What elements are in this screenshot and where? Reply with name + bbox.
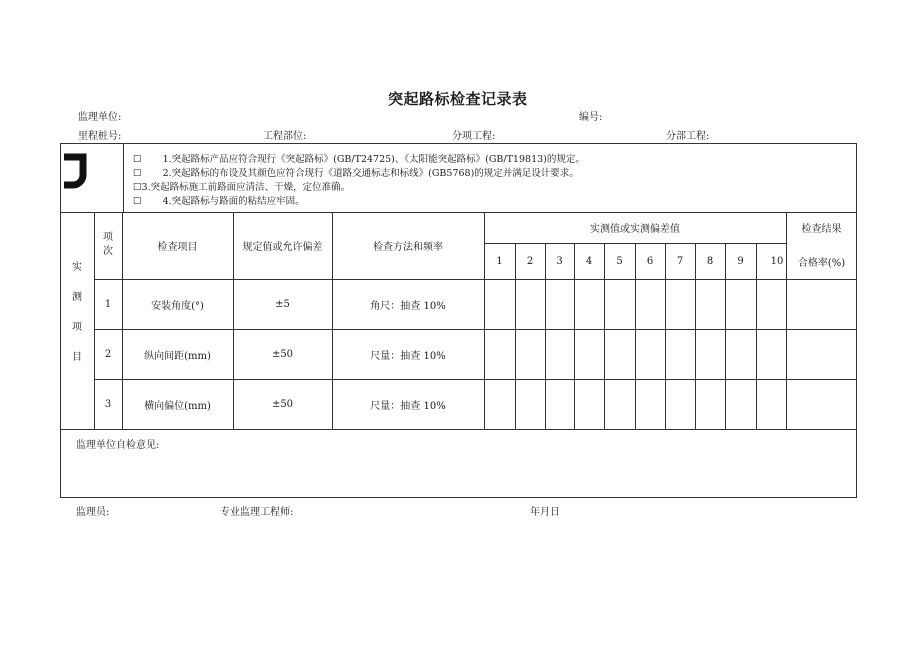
engineer-label: 专业监理工程师: (220, 507, 294, 518)
checkbox-icon[interactable]: ☐ (133, 196, 142, 207)
row-no: 2 (104, 348, 112, 360)
serial-no-label: 编号: (579, 112, 603, 123)
row-method: 角尺：抽查 10% (370, 300, 446, 312)
row-spec: ±50 (271, 348, 294, 360)
section-label-char: 目 (72, 352, 82, 363)
row-item: 安装角度(°) (151, 300, 204, 312)
measure-col-number: 3 (556, 255, 563, 267)
checkbox-icon[interactable]: ☐ (133, 182, 142, 193)
section-label-char: 实 (72, 262, 82, 273)
col-measured-header: 实测值或实测偏差值 (590, 224, 680, 235)
col-item-header: 检查项目 (157, 242, 198, 253)
row-no: 3 (104, 398, 112, 410)
measure-col-number: 9 (737, 255, 744, 267)
checkbox-icon[interactable]: ☐ (133, 168, 142, 179)
measure-col-number: 4 (585, 255, 593, 267)
row-item: 横向偏位(mm) (144, 400, 211, 412)
supervision-unit-label: 监理单位: (78, 112, 122, 123)
col-result-header: 检查结果 (801, 224, 842, 235)
measure-col-number: 6 (646, 255, 654, 267)
col-spec-header: 规定值或允许偏差 (242, 242, 323, 253)
checkbox-icon[interactable]: ☐ (133, 154, 142, 165)
row-method: 尺量：抽查 10% (370, 400, 446, 412)
date-label: 年月日 (530, 507, 560, 518)
measure-col-number: 2 (526, 255, 534, 267)
measure-col-number: 7 (676, 255, 684, 267)
section-label-char: 测 (72, 292, 82, 303)
row-item: 纵向间距(mm) (144, 350, 211, 362)
measure-col-number: 5 (616, 255, 623, 267)
requirement-4: ☐ 4.突起路标与路面的粘结应牢固。 (133, 196, 305, 207)
hook-mark-icon (61, 149, 91, 189)
sub-part-label: 分部工程: (666, 131, 710, 142)
project-part-label: 工程部位: (263, 131, 307, 142)
row-method: 尺量：抽查 10% (370, 350, 446, 362)
opinion-label: 监理单位自检意见: (76, 440, 160, 451)
measure-col-number: 8 (706, 255, 714, 267)
sub-item-label: 分项工程: (452, 131, 496, 142)
requirement-1: ☐ 1.突起路标产品应符合现行《突起路标》(GB/T24725)、《太阳能突起路标》(GB/T19813)的规定。 (133, 154, 585, 165)
col-item-no-line1: 项 (103, 231, 113, 243)
row-spec: ±50 (271, 398, 294, 410)
row-no: 1 (104, 298, 112, 310)
page-title: 突起路标检查记录表 (388, 90, 528, 108)
section-label-char: 项 (72, 322, 82, 333)
col-method-header: 检查方法和频率 (373, 242, 443, 253)
requirement-2: ☐ 2.突起路标的布设及其颜色应符合现行《道路交通标志和标线》(GB5768)的规定并满足设计要求。 (133, 168, 579, 179)
row-spec: ±5 (275, 298, 290, 310)
col-item-no-line2: 次 (103, 245, 113, 257)
mileage-label: 里程桩号: (78, 131, 122, 142)
measure-col-number: 1 (496, 255, 503, 267)
supervisor-label: 监理员: (76, 507, 110, 518)
measure-col-number: 10 (770, 255, 784, 267)
requirement-3: ☐3.突起路标施工前路面应清洁、干燥，定位准确。 (133, 182, 351, 193)
col-pass-rate-header: 合格率(%) (797, 257, 846, 269)
